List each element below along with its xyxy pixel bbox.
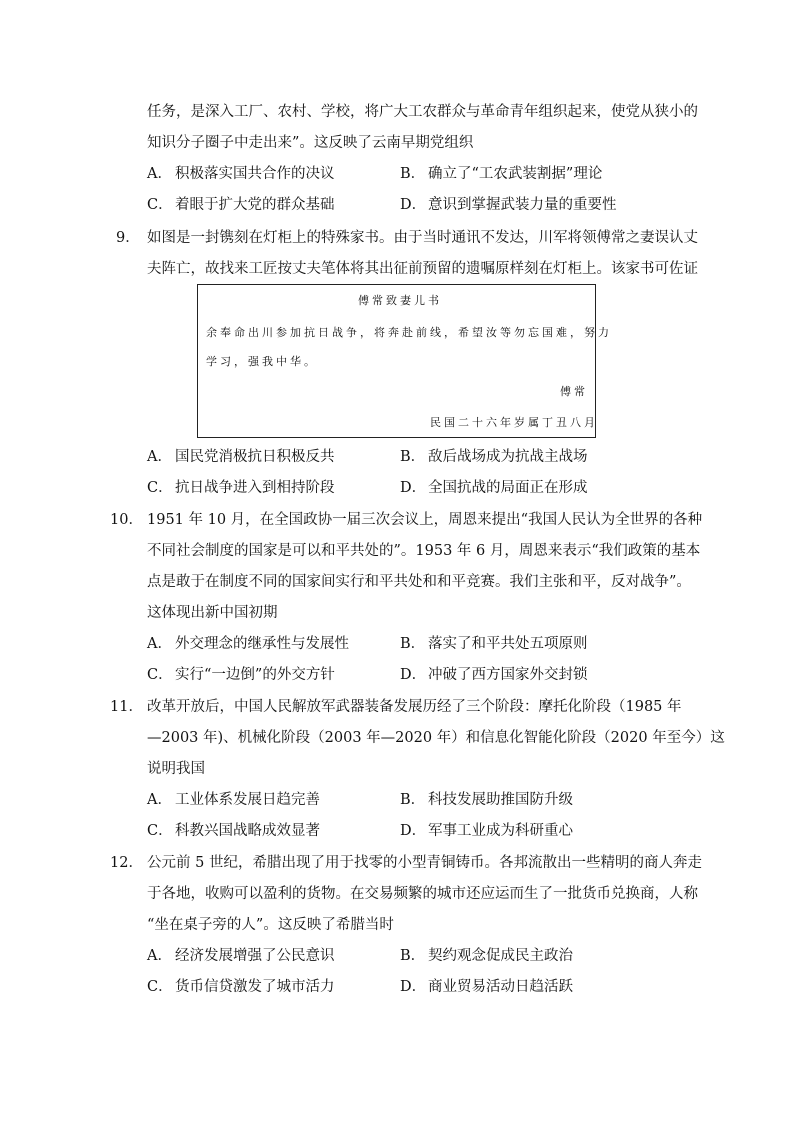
option-text: 实行“一边倒”的外交方针 (175, 667, 335, 683)
option-label: A． (147, 792, 172, 808)
q12-number: 12． (110, 855, 143, 871)
option-text: 经济发展增强了公民意识 (175, 948, 335, 964)
option-label: C． (147, 667, 173, 683)
option-label: B． (400, 948, 426, 964)
option-text: 军事工业成为科研重心 (428, 823, 573, 839)
q8-option-d[interactable] (400, 195, 617, 215)
option-label: C． (147, 823, 173, 839)
option-label: C． (147, 197, 173, 213)
option-label: D． (400, 823, 427, 839)
option-label: B． (400, 449, 426, 465)
q10-option-c[interactable] (147, 665, 335, 685)
q12-stem-line-2: 于各地，收购可以盈利的货物。在交易频繁的城市还应运而生了一批货币兑换商，人称 (147, 886, 698, 902)
q10-stem-line-2: 不同社会制度的国家是可以和平共处的”。1953 年 6 月，周恩来表示“我们政策的基本 (147, 543, 701, 559)
option-label: B． (400, 166, 426, 182)
option-text: 商业贸易活动日趋活跃 (428, 979, 573, 995)
option-text: 敌后战场成为抗战主战场 (428, 449, 588, 465)
letter-body-line-1: 余奉命出川参加抗日战争，将奔赴前线，希望汝等勿忘国难，努力 (206, 326, 612, 339)
option-text: 契约观念促成民主政治 (428, 948, 573, 964)
letter-date: 民国二十六年岁属丁丑八月 (430, 416, 598, 429)
q11-stem-line-3: 说明我国 (147, 761, 205, 777)
q8-option-b[interactable] (400, 164, 602, 184)
option-text: 确立了“工农武装割据”理论 (428, 166, 603, 182)
option-label: C． (147, 480, 173, 496)
option-label: D． (400, 480, 427, 496)
option-text: 意识到掌握武装力量的重要性 (428, 197, 617, 213)
option-label: A． (147, 636, 172, 652)
q11-option-b[interactable] (400, 790, 573, 810)
option-text: 外交理念的继承性与发展性 (175, 636, 349, 652)
q12-stem-line-3: “坐在桌子旁的人”。这反映了希腊当时 (147, 917, 394, 933)
option-label: C． (147, 979, 173, 995)
q10-option-a[interactable] (147, 634, 349, 654)
q9-option-d[interactable] (400, 478, 588, 498)
letter-body-line-2: 学习，强我中华。 (206, 355, 318, 368)
q9-stem-line-1: 如图是一封镌刻在灯柜上的特殊家书。由于当时通讯不发达，川军将领傅常之妻误认丈 (147, 230, 698, 246)
option-label: A． (147, 948, 172, 964)
q11-number: 11． (110, 699, 143, 715)
q8-stem-line-1: 任务，是深入工厂、农村、学校，将广大工农群众与革命青年组织起来，使党从狭小的 (147, 104, 698, 120)
q8-option-a[interactable] (147, 164, 335, 184)
option-label: B． (400, 792, 426, 808)
q10-stem-line-4: 这体现出新中国初期 (147, 605, 278, 621)
letter-signature: 傅常 (560, 385, 588, 398)
q11-stem-line-2: —2003 年)、机械化阶段（2003 年—2020 年）和信息化智能化阶段（2020 年至今）这 (147, 730, 725, 746)
q9-option-a[interactable] (147, 447, 335, 467)
option-text: 着眼于扩大党的群众基础 (175, 197, 335, 213)
letter-title: 傅常致妻儿书 (358, 294, 442, 307)
family-letter-figure (197, 284, 612, 438)
q11-option-a[interactable] (147, 790, 320, 810)
option-text: 货币信贷激发了城市活力 (175, 979, 335, 995)
q8-stem-line-2: 知识分子圈子中走出来”。这反映了云南早期党组织 (147, 135, 474, 151)
q12-stem-line-1: 公元前 5 世纪，希腊出现了用于找零的小型青铜铸币。各邦流散出一些精明的商人奔走 (147, 855, 702, 871)
option-text: 国民党消极抗日积极反共 (175, 449, 335, 465)
q10-option-b[interactable] (400, 634, 588, 654)
option-label: A． (147, 166, 172, 182)
option-text: 冲破了西方国家外交封锁 (428, 667, 588, 683)
q9-option-b[interactable] (400, 447, 588, 467)
option-label: D． (400, 979, 427, 995)
option-label: D． (400, 197, 427, 213)
q11-stem-line-1: 改革开放后，中国人民解放军武器装备发展历经了三个阶段：摩托化阶段（1985 年 (147, 699, 682, 715)
q10-option-d[interactable] (400, 665, 588, 685)
q10-stem-line-1: 1951 年 10 月，在全国政协一届三次会议上，周恩来提出“我国人民认为全世界的各种 (147, 512, 703, 528)
q12-option-b[interactable] (400, 946, 573, 966)
option-text: 工业体系发展日趋完善 (175, 792, 320, 808)
option-text: 积极落实国共合作的决议 (175, 166, 335, 182)
q12-option-d[interactable] (400, 977, 573, 997)
q8-option-c[interactable] (147, 195, 335, 215)
q12-option-c[interactable] (147, 977, 335, 997)
option-label: D． (400, 667, 427, 683)
q9-stem-line-2: 夫阵亡，故找来工匠按丈夫笔体将其出征前预留的遗嘱原样刻在灯柜上。该家书可佐证 (147, 261, 698, 277)
option-label: A． (147, 449, 172, 465)
q10-stem-line-3: 点是敢于在制度不同的国家间实行和平共处和和平竞赛。我们主张和平，反对战争”。 (147, 574, 691, 590)
q12-option-a[interactable] (147, 946, 335, 966)
q9-number: 9． (116, 230, 140, 246)
q11-option-c[interactable] (147, 821, 320, 841)
q11-option-d[interactable] (400, 821, 573, 841)
q9-option-c[interactable] (147, 478, 335, 498)
q10-number: 10． (110, 512, 143, 528)
option-text: 科教兴国战略成效显著 (175, 823, 320, 839)
option-text: 落实了和平共处五项原则 (428, 636, 588, 652)
option-text: 抗日战争进入到相持阶段 (175, 480, 335, 496)
option-label: B． (400, 636, 426, 652)
option-text: 科技发展助推国防升级 (428, 792, 573, 808)
option-text: 全国抗战的局面正在形成 (428, 480, 588, 496)
